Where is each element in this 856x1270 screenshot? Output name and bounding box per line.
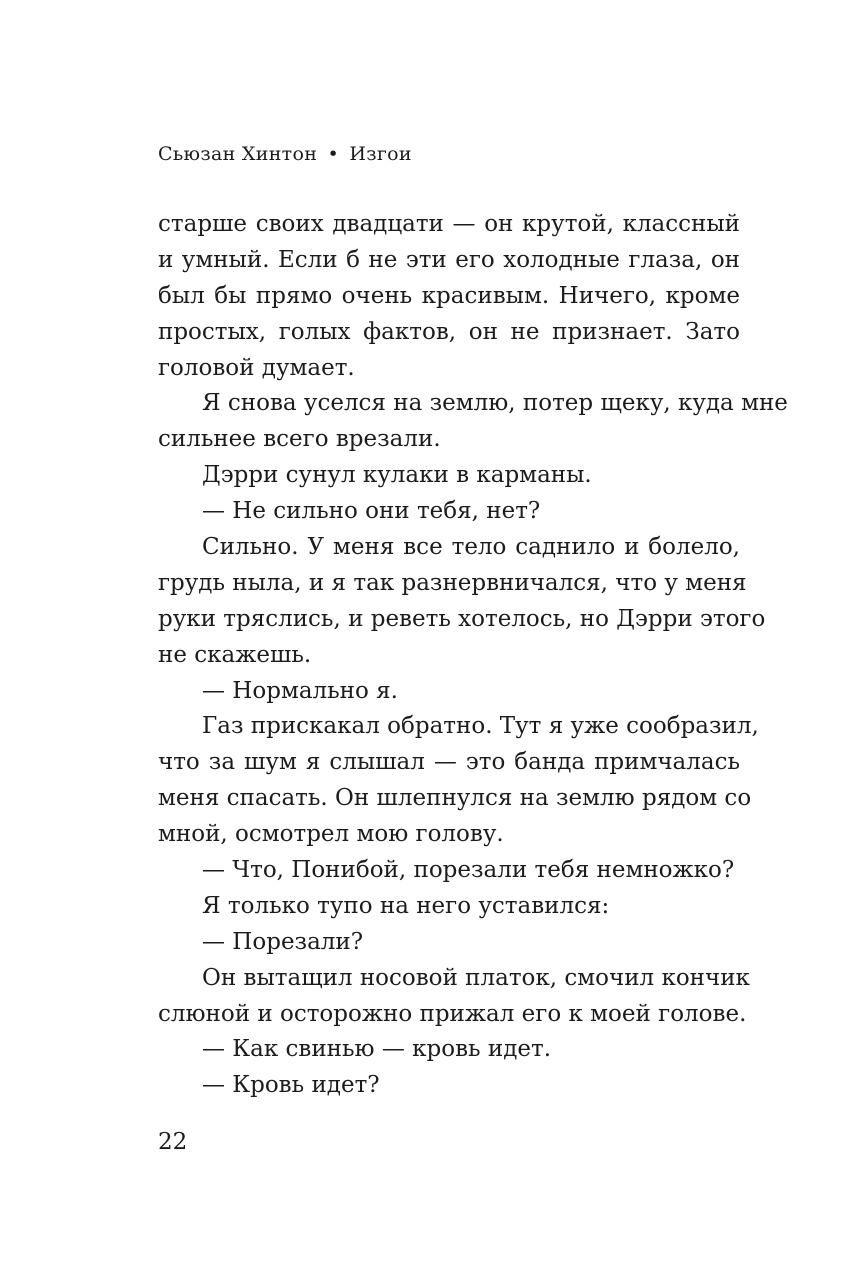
page-number: 22 bbox=[158, 1129, 188, 1155]
text-line: Я снова уселся на землю, потер щеку, куда мне bbox=[202, 390, 788, 417]
text-line: Дэрри сунул кулаки в карманы. bbox=[202, 462, 592, 489]
running-head-title: Изгои bbox=[349, 143, 412, 165]
text-line: не скажешь. bbox=[158, 641, 312, 668]
text-line: простых, голых фактов, он не признает. Зато bbox=[158, 318, 740, 345]
text-line: — Как свинью — кровь идет. bbox=[202, 1036, 552, 1063]
text-line: грудь ныла, и я так разнервничался, что у меня bbox=[158, 569, 747, 596]
running-head-separator: • bbox=[327, 143, 340, 165]
text-line: сильнее всего врезали. bbox=[158, 426, 441, 453]
text-line: — Не сильно они тебя, нет? bbox=[202, 498, 541, 525]
text-line: — Что, Понибой, порезали тебя немножко? bbox=[202, 857, 735, 884]
text-line: головой думает. bbox=[158, 354, 355, 381]
text-line: руки тряслись, и реветь хотелось, но Дэрри этого bbox=[158, 605, 766, 632]
text-line: — Нормально я. bbox=[202, 677, 398, 704]
text-line: мной, осмотрел мою голову. bbox=[158, 821, 504, 848]
text-line: Сильно. У меня все тело саднило и болело, bbox=[202, 534, 740, 561]
text-line: слюной и осторожно прижал его к моей голове. bbox=[158, 1000, 747, 1027]
text-line: что за шум я слышал — это банда примчалась bbox=[158, 749, 740, 776]
text-line: — Кровь идет? bbox=[202, 1072, 380, 1099]
text-line: Я только тупо на него уставился: bbox=[202, 892, 610, 919]
text-line: был бы прямо очень красивым. Ничего, кроме bbox=[158, 282, 740, 309]
text-line: меня спасать. Он шлепнулся на землю рядом со bbox=[158, 785, 752, 812]
text-line: Газ прискакал обратно. Тут я уже сообразил, bbox=[202, 713, 759, 740]
running-head bbox=[158, 141, 412, 167]
text-line: и умный. Если б не эти его холодные глаза, он bbox=[158, 246, 740, 273]
body-text bbox=[158, 207, 788, 1104]
running-head-author: Сьюзан Хинтон bbox=[158, 143, 318, 165]
text-line: Он вытащил носовой платок, смочил кончик bbox=[202, 964, 750, 991]
text-line: — Порезали? bbox=[202, 928, 364, 955]
text-line: старше своих двадцати — он крутой, классный bbox=[158, 211, 740, 237]
